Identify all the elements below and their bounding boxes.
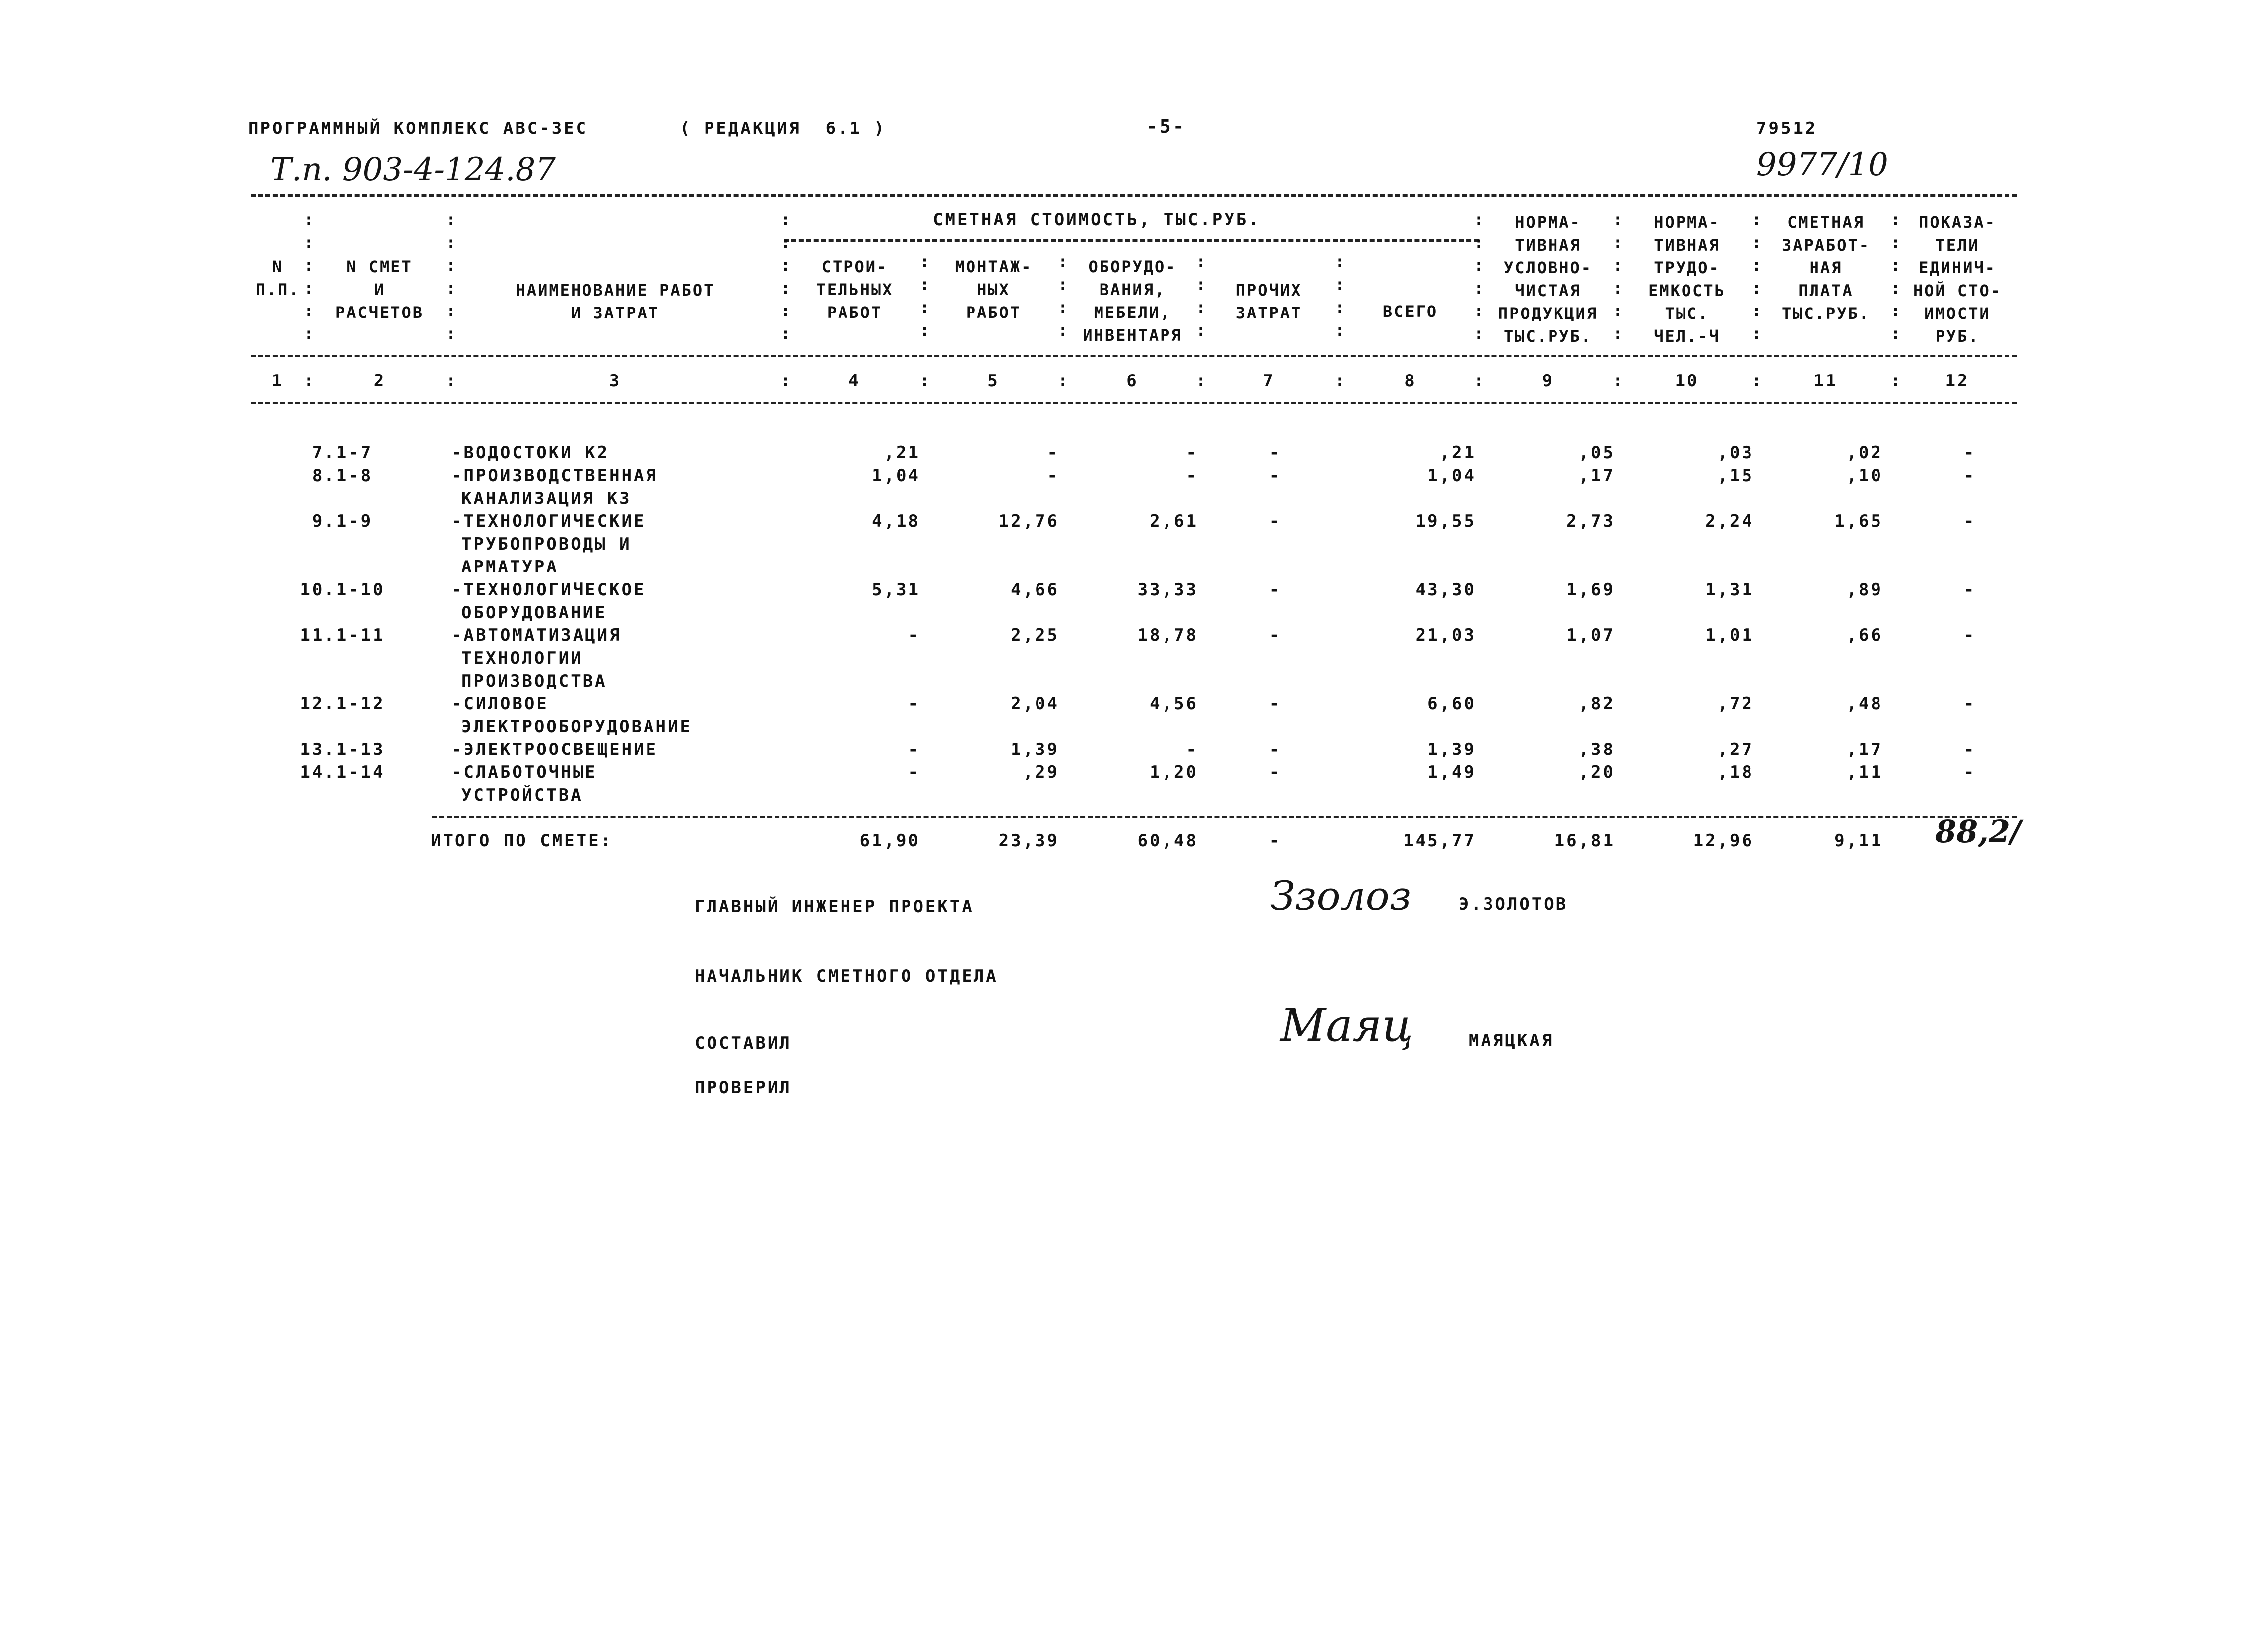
checked-label: ПРОВЕРИЛ — [695, 1078, 792, 1098]
row-name-continued: ЭЛЕКТРООБОРУДОВАНИЕ — [461, 717, 692, 737]
col-header-8: ВСЕГО — [1382, 302, 1438, 321]
total-all: 145,77 — [1403, 831, 1476, 851]
row-value: - — [1047, 466, 1059, 486]
row-value: 2,61 — [1150, 511, 1198, 531]
total-handwritten-value: 88,2/ — [1935, 814, 2021, 850]
row-value: 4,56 — [1150, 694, 1198, 714]
col-num: 12 — [1945, 371, 1970, 391]
col-num: 4 — [848, 371, 861, 391]
row-value: 6,60 — [1427, 694, 1476, 714]
row-number: 11.1-11 — [300, 626, 385, 645]
row-value: - — [1269, 694, 1282, 714]
document-code: 79512 — [1756, 119, 1817, 138]
row-name-continued: КАНАЛИЗАЦИЯ К3 — [461, 489, 632, 508]
col-num: 10 — [1675, 371, 1699, 391]
row-name: -АВТОМАТИЗАЦИЯ — [452, 626, 622, 645]
row-name: -СЛАБОТОЧНЫЕ — [452, 762, 597, 782]
row-value: ,15 — [1717, 466, 1754, 486]
row-name: -ЭЛЕКТРООСВЕЩЕНИЕ — [452, 740, 658, 759]
header-bottom-rule — [251, 355, 2017, 357]
row-value: - — [1047, 443, 1059, 463]
row-value: ,02 — [1846, 443, 1883, 463]
handwritten-project-number: Т.п. 903-4-124.87 — [270, 151, 556, 188]
row-value: 2,73 — [1566, 511, 1615, 531]
row-value: ,20 — [1578, 762, 1615, 782]
row-value: 5,31 — [872, 580, 920, 600]
row-value: 1,65 — [1834, 511, 1883, 531]
col-num: 11 — [1814, 371, 1838, 391]
row-name-continued: ПРОИЗВОДСТВА — [461, 671, 607, 691]
row-value: - — [1963, 443, 1976, 463]
row-name-continued: ТРУБОПРОВОДЫ И — [461, 534, 632, 554]
handwritten-sheet-number: 9977/10 — [1756, 146, 1888, 183]
row-number: 12.1-12 — [300, 694, 385, 714]
row-value: 1,04 — [1427, 466, 1476, 486]
row-value: 1,39 — [1427, 740, 1476, 759]
row-number: 14.1-14 — [300, 762, 385, 782]
row-value: 2,25 — [1011, 626, 1059, 645]
row-value: 2,24 — [1705, 511, 1754, 531]
row-value: - — [1186, 740, 1198, 759]
compiled-label: СОСТАВИЛ — [695, 1033, 792, 1053]
row-value: ,82 — [1578, 694, 1615, 714]
row-value: - — [1963, 511, 1976, 531]
row-value: 21,03 — [1415, 626, 1476, 645]
row-value: ,89 — [1846, 580, 1883, 600]
row-value: ,05 — [1578, 443, 1615, 463]
row-value: 1,49 — [1427, 762, 1476, 782]
col-header-5: МОНТАЖ- НЫХ РАБОТ — [955, 257, 1033, 322]
row-value: 12,76 — [998, 511, 1059, 531]
row-value: ,10 — [1846, 466, 1883, 486]
row-name-continued: УСТРОЙСТВА — [461, 785, 583, 805]
row-number: 9.1-9 — [312, 511, 373, 531]
compiled-name: МАЯЦКАЯ — [1469, 1031, 1554, 1051]
page-number: -5- — [1146, 116, 1186, 137]
total-construction: 61,90 — [859, 831, 920, 851]
row-value: ,17 — [1578, 466, 1615, 486]
col-num: 2 — [373, 371, 386, 391]
row-value: - — [1269, 511, 1282, 531]
compiled-signature: Маяц — [1280, 1000, 1414, 1052]
row-value: ,38 — [1578, 740, 1615, 759]
row-value: 4,18 — [872, 511, 920, 531]
col-header-7: ПРОЧИХ ЗАТРАТ — [1235, 281, 1302, 322]
total-wages: 9,11 — [1834, 831, 1883, 851]
row-value: - — [1269, 466, 1282, 486]
table-top-rule — [251, 194, 2017, 197]
row-value: 1,31 — [1705, 580, 1754, 600]
col-header-6: ОБОРУДО- ВАНИЯ, МЕБЕЛИ, ИНВЕНТАРЯ — [1083, 257, 1182, 345]
row-name: -СИЛОВОЕ — [452, 694, 549, 714]
row-name-continued: ТЕХНОЛОГИИ — [461, 648, 583, 668]
row-value: - — [1963, 466, 1976, 486]
col-header-4: СТРОИ- ТЕЛЬНЫХ РАБОТ — [816, 257, 894, 322]
row-value: ,11 — [1846, 762, 1883, 782]
chief-engineer-signature: Ззолоз — [1270, 873, 1412, 919]
col-num: 8 — [1404, 371, 1417, 391]
col-header-9: НОРМА- ТИВНАЯ УСЛОВНО- ЧИСТАЯ ПРОДУКЦИЯ ТЫС.РУБ. — [1498, 213, 1598, 346]
group-header-estimated-cost: СМЕТНАЯ СТОИМОСТЬ, ТЫС.РУБ. — [933, 210, 1261, 230]
col-header-3: НАИМЕНОВАНИЕ РАБОТ И ЗАТРАТ — [516, 281, 715, 322]
row-value: - — [1269, 740, 1282, 759]
row-value: - — [1186, 443, 1198, 463]
total-labor: 12,96 — [1693, 831, 1754, 851]
row-value: - — [1963, 740, 1976, 759]
row-value: ,21 — [1439, 443, 1476, 463]
estimate-head-label: НАЧАЛЬНИК СМЕТНОГО ОТДЕЛА — [695, 966, 998, 986]
row-value: - — [1963, 694, 1976, 714]
col-num: 7 — [1263, 371, 1275, 391]
row-value: ,66 — [1846, 626, 1883, 645]
row-name: -ТЕХНОЛОГИЧЕСКИЕ — [452, 511, 646, 531]
row-value: 1,04 — [872, 466, 920, 486]
row-name: -ПРОИЗВОДСТВЕННАЯ — [452, 466, 658, 486]
row-number: 10.1-10 — [300, 580, 385, 600]
chief-engineer-name: Э.ЗОЛОТОВ — [1459, 894, 1568, 914]
chief-engineer-label: ГЛАВНЫЙ ИНЖЕНЕР ПРОЕКТА — [695, 897, 974, 917]
row-value: ,72 — [1717, 694, 1754, 714]
col-header-2: N СМЕТ И РАСЧЕТОВ — [335, 257, 424, 322]
row-value: - — [1269, 626, 1282, 645]
program-title: ПРОГРАММНЫЙ КОМПЛЕКС АВС-ЗЕС — [248, 119, 588, 138]
col-num: 9 — [1542, 371, 1555, 391]
row-value: - — [908, 740, 920, 759]
row-value: 4,66 — [1011, 580, 1059, 600]
row-value: 43,30 — [1415, 580, 1476, 600]
row-value: - — [1269, 443, 1282, 463]
row-value: - — [1963, 626, 1976, 645]
column-number-rule — [251, 402, 2017, 404]
col-header-12: ПОКАЗА- ТЕЛИ ЕДИНИЧ- НОЙ СТО- ИМОСТИ РУБ. — [1913, 213, 2002, 346]
row-value: ,48 — [1846, 694, 1883, 714]
row-value: ,27 — [1717, 740, 1754, 759]
row-value: - — [908, 694, 920, 714]
row-name: -ТЕХНОЛОГИЧЕСКОЕ — [452, 580, 646, 600]
row-value: ,17 — [1846, 740, 1883, 759]
row-name-continued: АРМАТУРА — [461, 557, 559, 577]
program-edition: ( РЕДАКЦИЯ 6.1 ) — [680, 119, 886, 138]
total-other: - — [1269, 831, 1282, 851]
group-header-rule — [784, 239, 1479, 242]
col-header-11: СМЕТНАЯ ЗАРАБОТ- НАЯ ПЛАТА ТЫС.РУБ. — [1781, 213, 1871, 323]
col-num: 3 — [609, 371, 622, 391]
row-value: 33,33 — [1137, 580, 1198, 600]
total-rule — [432, 816, 2017, 818]
row-value: - — [1963, 580, 1976, 600]
row-value: - — [908, 762, 920, 782]
row-value: 1,39 — [1011, 740, 1059, 759]
row-value: 18,78 — [1137, 626, 1198, 645]
col-num: 1 — [271, 371, 284, 391]
row-number: 13.1-13 — [300, 740, 385, 759]
row-number: 7.1-7 — [312, 443, 373, 463]
row-number: 8.1-8 — [312, 466, 373, 486]
col-header-1: N П.П. — [256, 257, 300, 299]
total-label: ИТОГО ПО СМЕТЕ: — [431, 831, 613, 851]
row-name-continued: ОБОРУДОВАНИЕ — [461, 603, 607, 623]
total-equipment: 60,48 — [1137, 831, 1198, 851]
row-value: 1,07 — [1566, 626, 1615, 645]
row-value: - — [1186, 466, 1198, 486]
row-value: ,03 — [1717, 443, 1754, 463]
row-name: -ВОДОСТОКИ К2 — [452, 443, 610, 463]
col-header-10: НОРМА- ТИВНАЯ ТРУДО- ЕМКОСТЬ ТЫС. ЧЕЛ.-Ч — [1648, 213, 1726, 346]
row-value: ,21 — [884, 443, 920, 463]
total-net-production: 16,81 — [1554, 831, 1615, 851]
row-value: 1,20 — [1150, 762, 1198, 782]
row-value: 1,01 — [1705, 626, 1754, 645]
total-installation: 23,39 — [998, 831, 1059, 851]
col-num: 6 — [1126, 371, 1139, 391]
row-value: 2,04 — [1011, 694, 1059, 714]
row-value: - — [1269, 762, 1282, 782]
row-value: - — [1269, 580, 1282, 600]
row-value: - — [1963, 762, 1976, 782]
row-value: ,18 — [1717, 762, 1754, 782]
col-num: 5 — [987, 371, 1000, 391]
row-value: ,29 — [1023, 762, 1059, 782]
row-value: 19,55 — [1415, 511, 1476, 531]
row-value: 1,69 — [1566, 580, 1615, 600]
row-value: - — [908, 626, 920, 645]
